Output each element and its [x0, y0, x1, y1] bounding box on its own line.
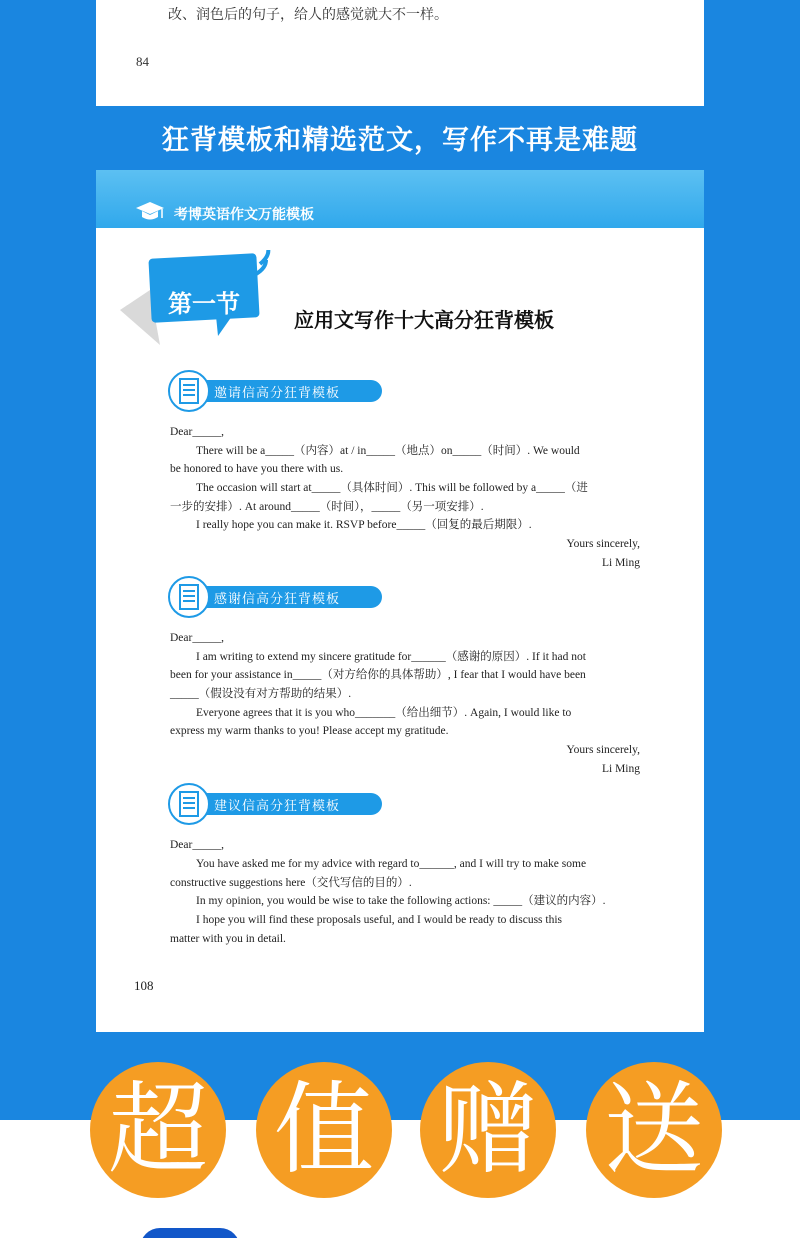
promo-circle-4: 送 — [586, 1062, 722, 1198]
template-line: The occasion will start at_____（具体时间）. This will be followed by a_____（进 — [196, 482, 588, 494]
template-line: been for your assistance in_____（对方给你的具体帮助）, I fear that I would have been — [170, 669, 586, 681]
template-heading-invitation — [168, 370, 384, 412]
template-heading-label: 邀请信高分狂背模板 — [214, 386, 341, 401]
document-icon — [168, 576, 210, 618]
template-line: constructive suggestions here（交代写信的目的）. — [170, 877, 412, 889]
template-line: I really hope you can make it. RSVP before_____（回复的最后期限）. — [196, 519, 532, 531]
template-signature: Li Ming — [601, 557, 640, 569]
template-line: Everyone agrees that it is you who_______（给出细节）. Again, I would like to — [196, 707, 572, 719]
template-line: 一步的安排）. At around_____（时间），_____（另一项安排）. — [170, 501, 484, 513]
template-closing: Yours sincerely, — [566, 538, 640, 550]
template-line: You have asked me for my advice with regard to______, and I will try to make some — [196, 858, 587, 870]
template-line: be honored to have you there with us. — [170, 463, 344, 475]
previous-page-sheet — [96, 0, 704, 106]
template-line: Dear_____, — [170, 632, 224, 644]
document-icon — [168, 783, 210, 825]
template-closing: Yours sincerely, — [566, 744, 640, 756]
template-heading-suggestion — [168, 783, 384, 825]
promo-banner: 狂背模板和精选范文，写作不再是难题 — [162, 125, 638, 156]
template-line: In my opinion, you would be wise to take the following actions: _____（建议的内容）. — [196, 895, 606, 907]
template-heading-thanks — [168, 576, 384, 618]
template-line: I am writing to extend my sincere gratitude for______（感谢的原因）. If it had not — [196, 651, 586, 663]
template-line: Dear_____, — [170, 426, 224, 438]
template-signature: Li Ming — [601, 763, 640, 775]
template-line: I hope you will find these proposals useful, and I would be ready to discuss this — [196, 914, 563, 926]
template-line: matter with you in detail. — [170, 933, 286, 945]
promo-circle-3: 赠 — [420, 1062, 556, 1198]
template-line: _____（假设没有对方帮助的结果）. — [170, 688, 352, 700]
promo-circle-2: 值 — [256, 1062, 392, 1198]
template-line: Dear_____, — [170, 839, 224, 851]
page-header — [96, 170, 704, 228]
bottom-decoration — [140, 1228, 240, 1238]
document-icon — [168, 370, 210, 412]
book-header-title: 考博英语作文万能模板 — [174, 207, 314, 223]
previous-page-text: 改、润色后的句子，给人的感觉就大不一样。 — [168, 7, 448, 23]
page-number: 108 — [134, 978, 154, 993]
book-page — [96, 170, 704, 1032]
promo-circle-1: 超 — [90, 1062, 226, 1198]
previous-page-number: 84 — [136, 54, 149, 69]
section-title: 应用文写作十大高分狂背模板 — [294, 308, 554, 332]
template-line: There will be a_____（内容）at / in_____（地点）on_____（时间）. We would — [196, 445, 580, 457]
template-heading-label: 建议信高分狂背模板 — [214, 799, 341, 814]
template-heading-label: 感谢信高分狂背模板 — [214, 592, 341, 607]
section-badge-text: 第一节 — [168, 290, 240, 318]
template-line: express my warm thanks to you! Please accept my gratitude. — [170, 725, 449, 737]
graduation-cap-icon — [134, 200, 166, 222]
